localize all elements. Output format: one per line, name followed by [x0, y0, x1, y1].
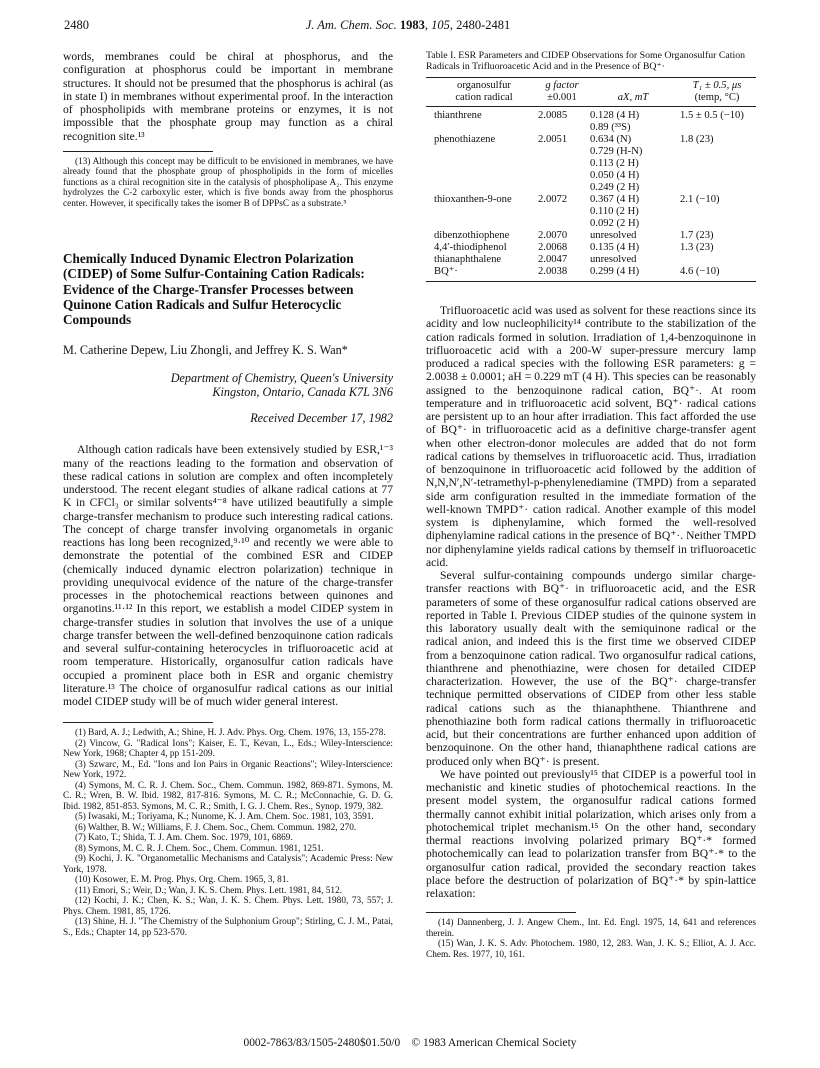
table-cell: 2.0072	[538, 194, 568, 205]
footnote-rule-right	[426, 912, 576, 913]
table-row	[426, 194, 756, 206]
col-header-coupling: aX, mT	[588, 78, 678, 107]
journal-volume: 105	[431, 18, 450, 32]
table-row	[426, 206, 756, 218]
running-header	[64, 18, 752, 38]
table-cell: 0.634 (N)	[590, 134, 632, 145]
table-cell	[536, 146, 588, 158]
body-paragraph-2: Several sulfur-containing compounds undergo similar charge-transfer reactions with BQ⁺· in trifluoroacetic acid, and the ESR parameters of some of these organosulfur radical cations observed are reported in Table I. Previous CIDEP studies of the quinone system in this laboratory usually dealt with the semiquinone radical or the radical anion, and indeed this is the first time we observed CIDEP from a benzoquinone cation radical. Two organosulfur radical cations, thianthrene and phenothiazine, were chosen for detailed CIDEP characterization. However, the use of the BQ⁺· charge-transfer technique permitted observations of CIDEP from other less stable radical cations such as the thianaphthene. Thianthrene and phenothiazine both form radical cations thermally in trifluoroacetic acid, but their concentrations are further enhanced upon addition of benzoquinone. On the other hand, thianaphthene radical cations are produced only when BQ⁺· is present.	[426, 569, 756, 768]
table-cell: phenothiazene	[434, 134, 496, 145]
received-date: Received December 17, 1982	[250, 411, 393, 426]
table-cell: 0.249 (2 H)	[590, 182, 640, 193]
table-cell: 0.299 (4 H)	[588, 266, 678, 282]
table-cell: thioxanthen-9-one	[434, 194, 512, 205]
reference-item: (13) Shine, H. J. "The Chemistry of the Sulphonium Group"; Stirling, C. J. M., Patai, S., Eds.; Chapter 14, pp 523-570.	[63, 917, 393, 938]
affiliation-line-2: Kingston, Ontario, Canada K7L 3N6	[212, 385, 393, 400]
table-cell	[536, 206, 588, 218]
table-cell: unresolved	[590, 230, 637, 241]
table-cell: 2.0051	[538, 134, 568, 145]
journal-name: J. Am. Chem. Soc.	[305, 18, 397, 32]
table-cell	[536, 218, 588, 230]
table-cell: 4.6 (−10)	[678, 266, 756, 282]
table-row	[426, 158, 756, 170]
reference-item: (4) Symons, M. C. R. J. Chem. Soc., Chem. Commun. 1982, 869-871. Symons, M. C. R.; Wren, B. W. Ibid. 1982, 817-816. Symons, M. C. R.; McConnachie, G. D. G. Ibid. 1982, 851-853. Symons, M. C. R.; Smith, I. G. J. Chem. Res., Synop. 1979, 382.	[63, 780, 393, 812]
col-header-t1: T₁ ± 0.5, μs (temp, °C)	[678, 78, 756, 107]
table-row	[426, 230, 756, 242]
left-column	[63, 50, 393, 938]
body-paragraph-3: We have pointed out previously¹⁵ that CIDEP is a powerful tool in mechanistic and kinetic studies of photochemical reactions. In the present model system, the organosulfur radical cations formed thermally cannot exhibit initial polarization, which arises only from a photochemical triplet mechanism.¹⁵ On the other hand, secondary thermal reactions involving polarized primary BQ⁺·* formed photochemically can lead to polarization transfer from BQ⁺·* to the organosulfur cation radical, provided the secondary reaction takes place before the destruction of polarization of BQ⁺·* by spin-lattice relaxation:	[426, 767, 756, 900]
table-cell	[426, 146, 536, 158]
table-row	[426, 242, 756, 254]
table-row	[426, 146, 756, 158]
table-cell: 1.3 (23)	[680, 242, 714, 253]
table-cell: 2.0070	[538, 230, 568, 241]
footnote-14: (14) Dannenberg, J. J. Angew Chem., Int. Ed. Engl. 1975, 14, 641 and references therein.	[426, 918, 756, 939]
table-caption: Table I. ESR Parameters and CIDEP Observations for Some Organosulfur Cation Radicals in Trifluoroacetic Acid and in the Presence of BQ⁺·	[426, 50, 746, 72]
table-cell: 0.367 (4 H)	[590, 194, 640, 205]
table-row	[426, 182, 756, 194]
table-cell: thianaphthalene	[434, 254, 502, 265]
table-row	[426, 266, 756, 282]
table-cell	[678, 218, 756, 230]
continued-paragraph: words, membranes could be chiral at phosphorus, and the configuration at phosphorus could be important in membrane structures. It should not be presumed that the phosphorus is achiral (as in state I) in membranes without experimental proof. In the interaction of phospholipids with membrane proteins or enzymes, it is not impossible that the phosphate group may function as a chiral recognition site.¹³	[63, 50, 393, 143]
journal-pages: 2480-2481	[456, 18, 511, 32]
table-cell: BQ⁺·	[426, 266, 536, 282]
table-row	[426, 122, 756, 134]
table-row	[426, 170, 756, 182]
reference-item: (12) Kochi, J. K.; Chen, K. S.; Wan, J. K. S. Chem. Phys. Lett. 1980, 73, 557; J. Phys. Chem. 1981, 85, 1726.	[63, 896, 393, 917]
table-cell: 0.050 (4 H)	[590, 170, 640, 181]
table-cell: 0.89 (³³S)	[590, 122, 631, 133]
article-title: Chemically Induced Dynamic Electron Polarization (CIDEP) of Some Sulfur-Containing Cation Radicals: Evidence of the Charge-Transfer Processes between Quinone Cation Radicals and Sulfur Heterocyclic Compounds	[63, 251, 365, 328]
table-cell: 4,4′-thiodiphenol	[434, 242, 507, 253]
table-cell	[678, 170, 756, 182]
reference-item: (5) Iwasaki, M.; Toriyama, K.; Nunome, K. J. Am. Chem. Soc. 1981, 103, 3591.	[75, 812, 374, 823]
table-cell: 0.092 (2 H)	[590, 218, 640, 229]
table-cell: 2.0085	[538, 110, 568, 121]
body-paragraph-1: Trifluoroacetic acid was used as solvent for these reactions since its acidity and low nucleophilicity¹⁴ contribute to the stabilization of the cation radicals formed in solution. Irradiation of 1,4-benzoquinone in trifluoroacetic acid with a 200-W super-pressure mercury lamp produced a radical species with the following ESR parameters: g = 2.0038 ± 0.0001; aH = 0.229 mT (4 H). This species can be reasonably assigned to the benzoquinone radical cation, BQ⁺·. At room temperature and in trifluoroacetic acid solvent, BQ⁺· radical cations are persistent up to an hour after irradiation. This fact afforded the use of BQ⁺· in trifluoroacetic acid as a definitive charge-transfer agent when other electron-donor molecules are added that do not form radical cations by themselves in trifluoroacetic acid. Thus, irradiation of benzoquinone in trifluoroacetic acid followed by the addition of N,N,N′,N′-tetramethyl-p-phenylenediamine (TMPD) from a separated side arm configuration resulted in the immediate formation of the well-known TMPD⁺· cation radical. Another example of this model system is diphenylamine, which formed the well-resolved diphenylamine radical cations in the presence of BQ⁺·. Neither TMPD nor diphenylamine yields radical cations by themself in trifluoroacetic acid.	[426, 304, 756, 569]
col-header-radical: organosulfur cation radical	[426, 78, 536, 107]
table-cell: thianthrene	[434, 110, 482, 121]
reference-item: (3) Szwarc, M., Ed. "Ions and Ion Pairs in Organic Reactions"; Wiley-Interscience: New York, 1972.	[63, 759, 393, 781]
references-rule	[63, 722, 213, 723]
table-cell	[678, 158, 756, 170]
table-cell	[678, 122, 756, 134]
table-cell: 0.113 (2 H)	[590, 158, 639, 169]
table-cell	[426, 122, 536, 134]
table-cell: 0.110 (2 H)	[590, 206, 639, 217]
table-cell	[426, 218, 536, 230]
reference-item: (6) Walther, B. W.; Williams, F. J. Chem. Soc., Chem. Commun. 1982, 270.	[75, 822, 357, 833]
table-cell	[536, 182, 588, 194]
table-cell	[536, 170, 588, 182]
table-cell: 2.1 (−10)	[680, 194, 720, 205]
table-row	[426, 218, 756, 230]
copyright: © 1983 American Chemical Society	[411, 1037, 577, 1049]
table-row	[426, 107, 756, 123]
table-cell: 0.729 (H-N)	[590, 146, 643, 157]
table-cell: 2.0068	[538, 242, 568, 253]
col-header-gfactor: g factor ±0.001	[536, 78, 588, 107]
table-cell	[678, 146, 756, 158]
table-cell: unresolved	[590, 254, 637, 265]
table-cell	[426, 170, 536, 182]
table-row	[426, 254, 756, 266]
page-number: 2480	[64, 18, 89, 32]
table-cell	[678, 206, 756, 218]
footnote-rule	[63, 151, 213, 152]
article-authors: M. Catherine Depew, Liu Zhongli, and Jeffrey K. S. Wan*	[63, 343, 348, 358]
intro-paragraph: Although cation radicals have been extensively studied by ESR,¹⁻³ many of the reactions leading to the formation and observation of these radical cations in solution are complex and often incompletely understood. The recent elegant studies of alkane radical cations at 77 K in CFCl₃ or similar solvents⁴⁻⁸ have utilized beautifully a simple charge-transfer mechanism to produce such interesting radical cations. The concept of charge transfer involving organometals in organic reactions has long been recognized,⁹·¹⁰ and recently we were able to demonstrate the potential of the combined ESR and CIDEP (chemically induced dynamic electron polarization) technique in providing unequivocal evidence of the nature of the charge-transfer processes in the photochemical reactions between quinones and organotins.¹¹·¹² In this report, we establish a model CIDEP system in charge-transfer studies in solution that involves the use of a unique charge transfer between the well-defined benzoquinone cation radicals and several sulfur-containing heterocycles in trifluoroacetic acid at room temperature. Historically, organosulfur cation radicals have occupied a prominent place both in ESR and organic chemistry literature.¹³ The choice of organosulfur radical cations as our initial model CIDEP study will be of much wider general interest.	[63, 443, 393, 709]
table-body	[426, 107, 756, 282]
footnote-13: (13) Although this concept may be difficult to be envisioned in membranes, we have already found that the phosphate group of phospholipids in the form of micelles functions as a chiral recognition site in the catalysis of phospholipase A₂. This enzyme hydrolyzes the C-2 carboxylic ester, which is five bonds away from the phosphorus center. However, it specifically takes the isomer B of DPPsC as a substrate.⁵	[63, 156, 393, 209]
table-cell	[678, 182, 756, 194]
reference-item: (7) Kato, T.; Shida, T. J. Am. Chem. Soc. 1979, 101, 6869.	[75, 833, 293, 844]
table-cell: dibenzothiophene	[434, 230, 510, 241]
table-cell	[536, 158, 588, 170]
table-cell	[426, 206, 536, 218]
table-cell: 2.0038	[536, 266, 588, 282]
table-cell: 0.128 (4 H)	[590, 110, 640, 121]
footnote-15: (15) Wan, J. K. S. Adv. Photochem. 1980, 12, 283. Wan, J. K. S.; Elliot, A. J. Acc. Chem. Res. 1977, 10, 161.	[426, 939, 756, 960]
article-code: 0002-7863/83/1505-2480$01.50/0	[243, 1037, 401, 1049]
table-cell	[678, 254, 756, 266]
esr-table	[426, 77, 756, 282]
table-row	[426, 134, 756, 146]
table-cell: 1.8 (23)	[680, 134, 714, 145]
table-cell: 1.7 (23)	[680, 230, 714, 241]
table-cell: 2.0047	[538, 254, 568, 265]
reference-item: (2) Vincow, G. "Radical Ions"; Kaiser, E. T., Kevan, L., Eds.; Wiley-Interscience: New York, 1968; Chapter 4, pp 151-209.	[63, 738, 393, 760]
reference-item: (10) Kosower, E. M. Prog. Phys. Org. Chem. 1965, 3, 81.	[75, 875, 289, 886]
reference-item: (1) Bard, A. J.; Ledwith, A.; Shine, H. J. Adv. Phys. Org. Chem. 1976, 13, 155-278.	[75, 728, 386, 739]
journal-year: 1983	[399, 18, 425, 32]
reference-item: (9) Kochi, J. K. "Organometallic Mechanisms and Catalysis"; Academic Press: New York, 1978.	[63, 854, 393, 875]
page-footer	[230, 1037, 590, 1049]
table-cell	[426, 158, 536, 170]
right-column	[426, 50, 756, 960]
table-cell: 0.135 (4 H)	[590, 242, 640, 253]
reference-list	[63, 728, 393, 938]
table-cell	[426, 182, 536, 194]
affiliation-line-1: Department of Chemistry, Queen's University	[170, 371, 393, 386]
reference-item: (11) Emori, S.; Weir, D.; Wan, J. K. S. Chem. Phys. Lett. 1981, 84, 512.	[75, 885, 343, 896]
journal-citation: J. Am. Chem. Soc. 1983, 105, 2480-2481	[305, 18, 511, 32]
reference-item: (8) Symons, M. C. R. J. Chem. Soc., Chem. Commun. 1981, 1251.	[75, 843, 324, 854]
table-cell	[536, 122, 588, 134]
table-cell: 1.5 ± 0.5 (−10)	[680, 110, 744, 121]
